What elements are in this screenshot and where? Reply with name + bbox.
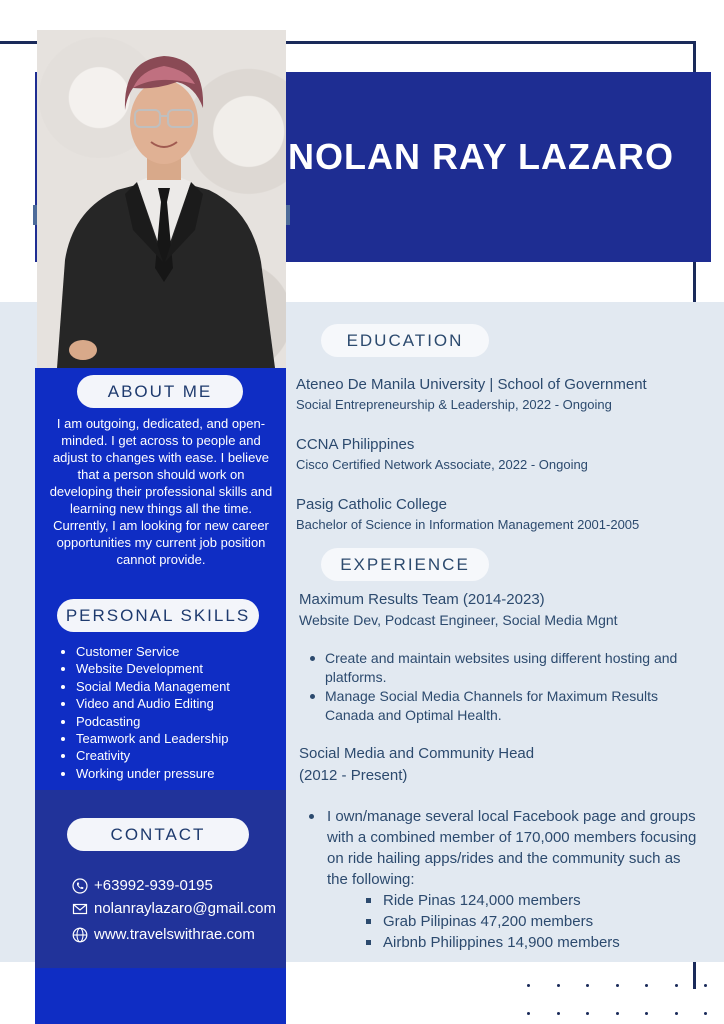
website-url: www.travelswithrae.com <box>94 926 255 943</box>
profile-photo <box>37 30 286 368</box>
contact-heading-pill <box>67 818 249 851</box>
education-heading: EDUCATION <box>346 330 464 350</box>
community-group: Ride Pinas 124,000 members <box>366 890 620 911</box>
education-school: Pasig Catholic College <box>296 496 447 513</box>
contact-email[interactable] <box>72 900 276 917</box>
job-bullets <box>308 649 700 725</box>
decorative-dot <box>616 1012 619 1015</box>
job-period: (2012 - Present) <box>299 767 408 784</box>
candidate-name: NOLAN RAY LAZARO <box>288 136 675 177</box>
about-heading: ABOUT ME <box>107 381 213 401</box>
education-school: CCNA Philippines <box>296 436 415 453</box>
globe-icon <box>72 927 88 943</box>
mail-icon <box>72 901 88 917</box>
experience-heading-pill <box>321 548 489 581</box>
education-heading-pill <box>321 324 489 357</box>
email-address: nolanraylazaro@gmail.com <box>94 900 276 917</box>
education-detail: Cisco Certified Network Associate, 2022 - Ongoing <box>296 457 588 472</box>
skill-item: Creativity <box>58 747 278 764</box>
decorative-dot <box>704 1012 707 1015</box>
phone-number: +63992-939-0195 <box>94 877 213 894</box>
education-school: Ateneo De Manila University | School of Government <box>296 376 647 393</box>
phone-icon <box>72 878 88 894</box>
community-group: Airbnb Philippines 14,900 members <box>366 932 620 953</box>
decorative-dot <box>675 984 678 987</box>
decorative-dot <box>557 1012 560 1015</box>
job-title: Social Media and Community Head <box>299 745 535 762</box>
contact-phone[interactable] <box>72 877 213 894</box>
decorative-dot <box>586 984 589 987</box>
decorative-dot <box>616 984 619 987</box>
skills-list <box>58 643 278 782</box>
skill-item: Working under pressure <box>58 765 278 782</box>
community-group: Grab Pilipinas 47,200 members <box>366 911 620 932</box>
education-entry <box>296 495 706 535</box>
decorative-dot <box>557 984 560 987</box>
decorative-dot <box>527 1012 530 1015</box>
education-detail: Bachelor of Science in Information Management 2001-2005 <box>296 517 640 532</box>
skills-heading-pill <box>57 599 259 632</box>
skill-item: Website Development <box>58 660 278 677</box>
education-entry <box>296 435 706 475</box>
skills-heading: PERSONAL SKILLS <box>65 605 251 625</box>
education-detail: Social Entrepreneurship & Leadership, 2022 - Ongoing <box>296 397 612 412</box>
portrait-illustration <box>37 30 286 368</box>
about-text: I am outgoing, dedicated, and open-minded. I get across to people and adjust to changes with ease. I believe that a person should work on developing their professional skills and learning new things all the time. Currently, I am looking for new career opportunities my current job position cannot provide. <box>49 416 273 567</box>
about-heading-pill <box>77 375 243 408</box>
decorative-dot <box>527 984 530 987</box>
decorative-dot <box>645 984 648 987</box>
job-title: Maximum Results Team (2014-2023) <box>299 591 545 608</box>
job-bullet: Create and maintain websites using different hosting and platforms. <box>308 649 700 687</box>
skill-item: Social Media Management <box>58 678 278 695</box>
contact-website[interactable] <box>72 926 255 943</box>
skill-item: Customer Service <box>58 643 278 660</box>
contact-heading: CONTACT <box>110 824 206 844</box>
skill-item: Podcasting <box>58 713 278 730</box>
community-groups-list <box>366 890 620 953</box>
skill-item: Video and Audio Editing <box>58 695 278 712</box>
decorative-dot <box>704 984 707 987</box>
education-entry <box>296 375 706 415</box>
job-bullets <box>307 806 697 890</box>
job-bullet: Manage Social Media Channels for Maximum Results Canada and Optimal Health. <box>308 687 700 725</box>
job-role: Website Dev, Podcast Engineer, Social Media Mgnt <box>299 612 618 628</box>
skill-item: Teamwork and Leadership <box>58 730 278 747</box>
job-bullet: I own/manage several local Facebook page and groups with a combined member of 170,000 members focusing on ride hailing apps/rides and the community such as the following: <box>307 806 697 890</box>
decorative-dot <box>586 1012 589 1015</box>
decorative-dot <box>675 1012 678 1015</box>
decorative-dot <box>645 1012 648 1015</box>
experience-heading: EXPERIENCE <box>340 554 470 574</box>
